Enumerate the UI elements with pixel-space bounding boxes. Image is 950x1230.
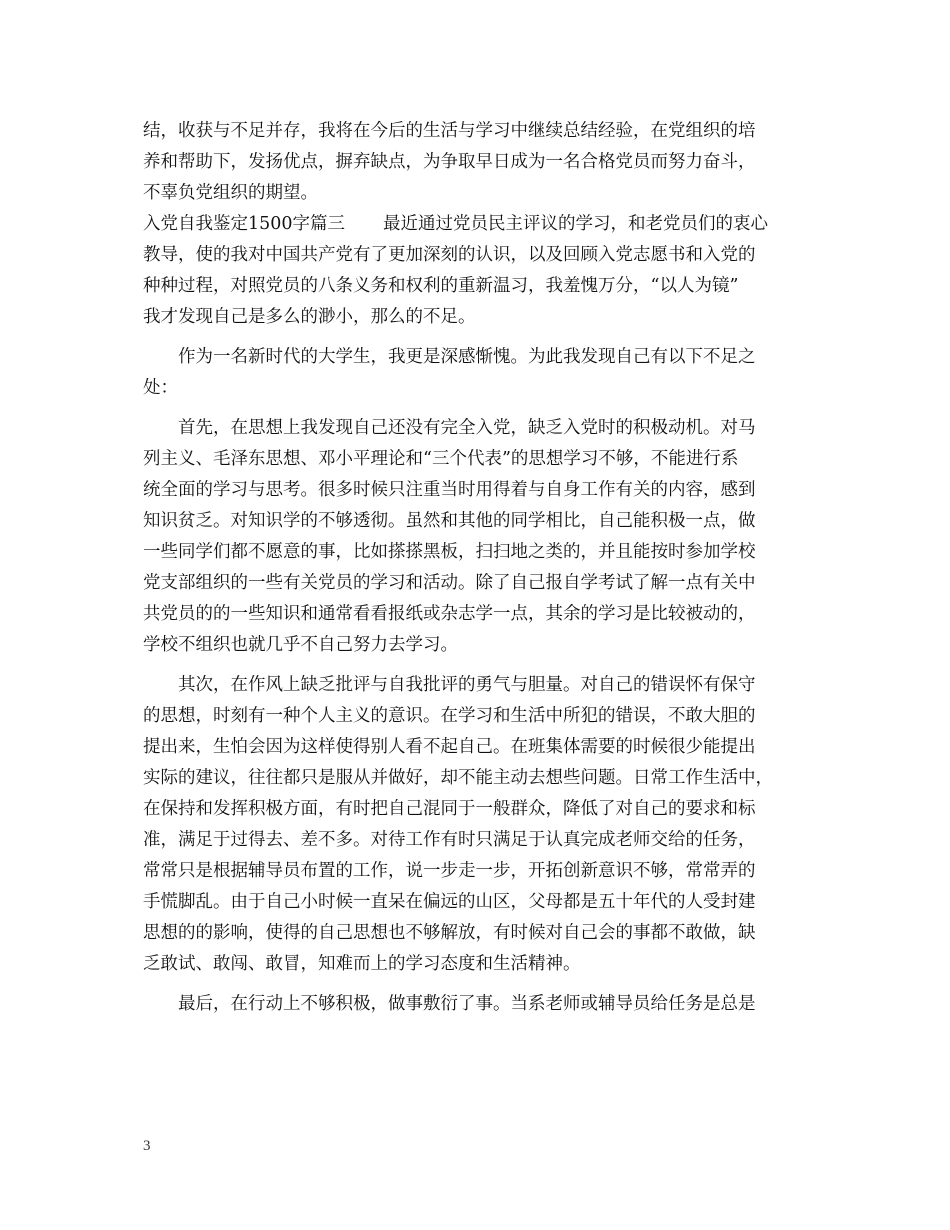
page-number: 3 [143, 1138, 151, 1154]
paragraph-first-line: 最后，在行动上不够积极，做事敷衍了事。当系老师或辅导员给任务是总是 [178, 994, 756, 1014]
text-line: 在保持和发挥积极方面，有时把自己混同于一般群众，降低了对自己的要求和标 [143, 799, 756, 819]
text-line: 我才发现自己是多么的渺小，那么的不足。 [143, 307, 476, 327]
text-line: 实际的建议，往往都只是服从并做好，却不能主动去想些问题。日常工作生活中， [143, 768, 773, 788]
text-line: 统全面的学习与思考。很多时候只注重当时用得着与自身工作有关的内容，感到 [143, 480, 756, 500]
text-line: 教导，使的我对中国共产党有了更加深刻的认识，以及回顾入党志愿书和入党的 [143, 245, 756, 265]
text-line: 准，满足于过得去、差不多。对待工作有时只满足于认真完成老师交给的任务， [143, 830, 756, 850]
text-line: 提出来，生怕会因为这样使得别人看不起自己。在班集体需要的时候很少能提出 [143, 737, 756, 757]
text-line: 共党员的的一些知识和通常看看报纸或杂志学一点，其余的学习是比较被动的， [143, 604, 756, 624]
text-line: 种种过程，对照党员的八条义务和权利的重新温习，我羞愧万分，“以人为镜” [143, 276, 739, 296]
text-line: 养和帮助下，发扬优点，摒弃缺点，为争取早日成为一名合格党员而努力奋斗， [143, 152, 756, 172]
paragraph-first-line: 首先，在思想上我发现自己还没有完全入党，缺乏入党时的积极动机。对马 [178, 418, 756, 438]
document-body [143, 116, 821, 1020]
text-line: 思想的的影响，使得的自己思想也不够解放，有时候对自己会的事都不敢做，缺 [143, 923, 756, 943]
text-line: 乏敢试、敢闯、敢冒，知难而上的学习态度和生活精神。 [143, 954, 581, 974]
text-line: 列主义、毛泽东思想、邓小平理论和“三个代表”的思想学习不够，不能进行系 [143, 449, 739, 469]
text-line: 结，收获与不足并存，我将在今后的生活与学习中继续总结经验，在党组织的培 [143, 121, 756, 141]
text-line: 知识贫乏。对知识学的不够透彻。虽然和其他的同学相比，自己能积极一点，做 [143, 511, 756, 531]
text-line: 一些同学们都不愿意的事，比如搽搽黑板，扫扫地之类的，并且能按时参加学校 [143, 542, 756, 562]
paragraph-first-line: 其次，在作风上缺乏批评与自我批评的勇气与胆量。对自己的错误怀有保守 [178, 675, 756, 695]
text-line: 党支部组织的一些有关党员的学习和活动。除了自己报自学考试了解一点有关中 [143, 573, 756, 593]
text-line: 常常只是根据辅导员布置的工作，说一步走一步，开拓创新意识不够，常常弄的 [143, 861, 756, 881]
text-line: 手慌脚乱。由于自己小时候一直呆在偏远的山区，父母都是五十年代的人受封建 [143, 892, 756, 912]
section-heading-line [143, 209, 821, 240]
text-line: 最近通过党员民主评议的学习，和老党员们的衷心 [383, 214, 769, 234]
section-heading: 入党自我鉴定1500字篇三 [143, 214, 346, 234]
paragraph-first-line: 作为一名新时代的大学生，我更是深感惭愧。为此我发现自己有以下不足之 [178, 347, 756, 367]
text-line: 不辜负党组织的期望。 [143, 183, 318, 203]
text-line: 处： [143, 378, 178, 398]
text-line: 学校不组织也就几乎不自己努力去学习。 [143, 635, 458, 655]
text-line: 的思想，时刻有一种个人主义的意识。在学习和生活中所犯的错误，不敢大胆的 [143, 706, 756, 726]
